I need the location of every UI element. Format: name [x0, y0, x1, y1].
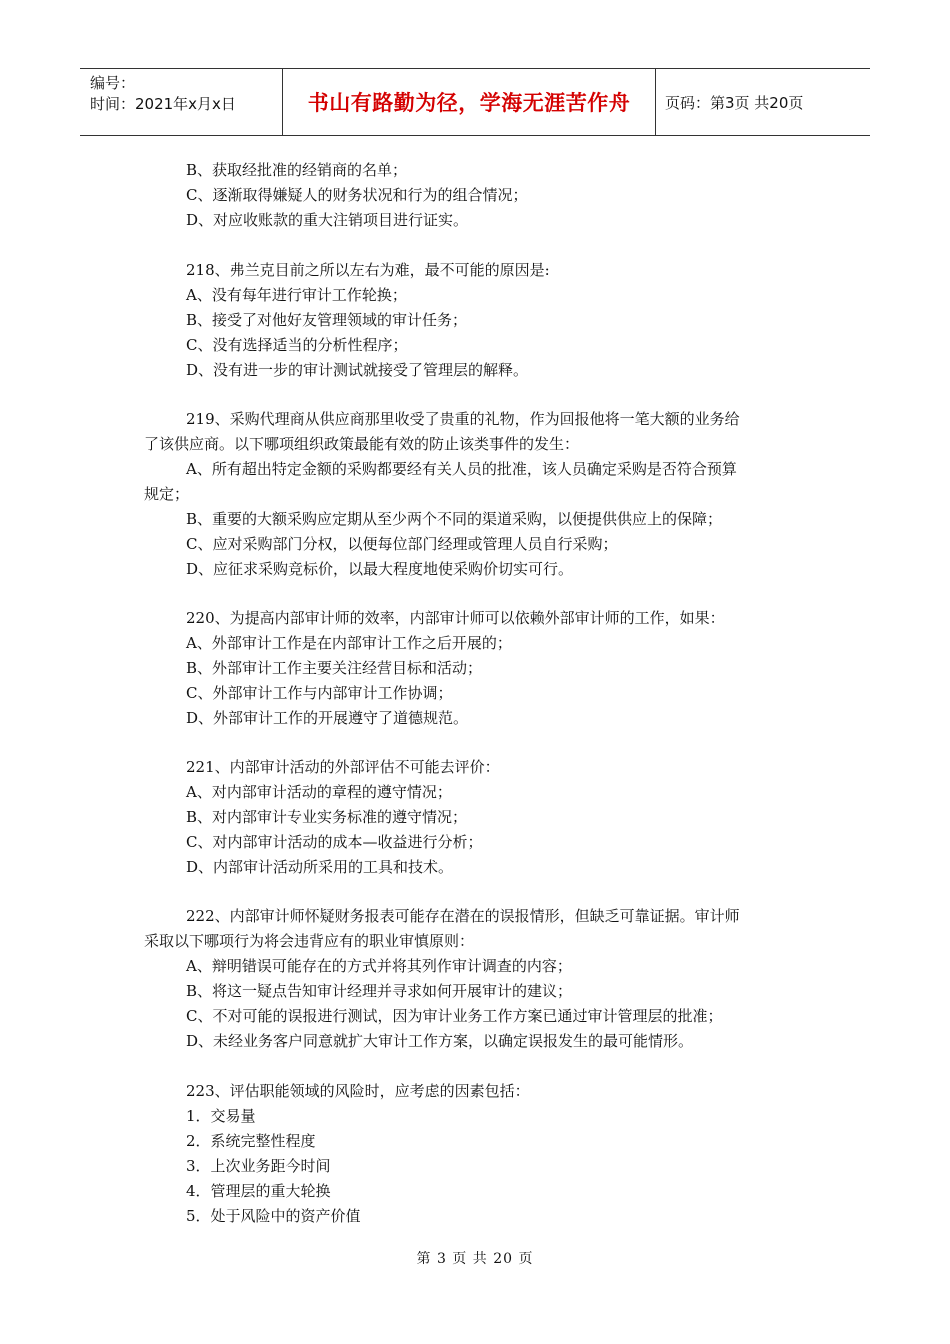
option-line: C、不对可能的误报进行测试，因为审计业务工作方案已通过审计管理层的批准； — [186, 1007, 723, 1025]
list-item: 5．处于风险中的资产价值 — [186, 1207, 361, 1225]
question-line: 了该供应商。以下哪项组织政策最能有效的防止该类事件的发生： — [144, 435, 580, 453]
list-item: 4．管理层的重大轮换 — [186, 1182, 331, 1200]
list-item: 2．系统完整性程度 — [186, 1132, 316, 1150]
option-line: B、对内部审计专业实务标准的遵守情况； — [186, 808, 468, 826]
header-motto: 书山有路勤为径，学海无涯苦作舟 — [307, 91, 631, 115]
option-line: C、没有选择适当的分析性程序； — [186, 336, 408, 354]
list-item: 1．交易量 — [186, 1107, 256, 1125]
list-item: 3．上次业务距今时间 — [186, 1157, 331, 1175]
option-line: A、没有每年进行审计工作轮换； — [186, 286, 407, 304]
question-line: 222、内部审计师怀疑财务报表可能存在潜在的误报情形，但缺乏可靠证据。审计师 — [186, 907, 740, 925]
option-line: D、外部审计工作的开展遵守了道德规范。 — [186, 709, 469, 727]
option-line: C、对内部审计活动的成本—收益进行分析； — [186, 833, 483, 851]
option-line: D、没有进一步的审计测试就接受了管理层的解释。 — [186, 361, 529, 379]
question-line: 223、评估职能领域的风险时，应考虑的因素包括： — [186, 1082, 530, 1100]
option-line: D、应征求采购竞标价，以最大程度地使采购价切实可行。 — [186, 560, 574, 578]
question-line: 219、采购代理商从供应商那里收受了贵重的礼物，作为回报他将一笔大额的业务给 — [186, 410, 740, 428]
option-line: C、外部审计工作与内部审计工作协调； — [186, 684, 453, 702]
page-footer: 第 3 页 共 20 页 — [416, 1251, 534, 1267]
header-meta-cell — [80, 69, 283, 135]
option-line: B、获取经批准的经销商的名单； — [186, 161, 408, 179]
option-line: 规定； — [144, 485, 190, 503]
option-line: C、应对采购部门分权，以便每位部门经理或管理人员自行采购； — [186, 535, 618, 553]
question-line: 采取以下哪项行为将会违背应有的职业审慎原则： — [144, 932, 475, 950]
document-number-label: 编号： — [90, 74, 136, 92]
option-line: B、重要的大额采购应定期从至少两个不同的渠道采购，以便提供供应上的保障； — [186, 510, 723, 528]
question-line: 221、内部审计活动的外部评估不可能去评价： — [186, 758, 500, 776]
option-line: B、将这一疑点告知审计经理并寻求如何开展审计的建议； — [186, 982, 573, 1000]
question-line: 220、为提高内部审计师的效率，内部审计师可以依赖外部审计师的工作，如果： — [186, 609, 725, 627]
option-line: B、接受了对他好友管理领域的审计任务； — [186, 311, 468, 329]
header-page-info: 页码：第3页 共20页 — [665, 93, 804, 112]
page-header — [80, 68, 870, 136]
header-motto-cell — [283, 69, 656, 135]
option-line: A、所有超出特定金额的采购都要经有关人员的批准，该人员确定采购是否符合预算 — [186, 460, 737, 478]
option-line: D、内部审计活动所采用的工具和技术。 — [186, 858, 454, 876]
option-line: A、外部审计工作是在内部审计工作之后开展的； — [186, 634, 512, 652]
option-line: D、对应收账款的重大注销项目进行证实。 — [186, 211, 469, 229]
header-page-cell — [656, 69, 870, 135]
option-line: B、外部审计工作主要关注经营目标和活动； — [186, 659, 483, 677]
document-date-label: 时间：2021年x月x日 — [90, 95, 236, 113]
option-line: C、逐渐取得嫌疑人的财务状况和行为的组合情况； — [186, 186, 528, 204]
option-line: A、对内部审计活动的章程的遵守情况； — [186, 783, 452, 801]
option-line: D、未经业务客户同意就扩大审计工作方案，以确定误报发生的最可能情形。 — [186, 1032, 694, 1050]
question-line: 218、弗兰克目前之所以左右为难，最不可能的原因是: — [186, 261, 550, 279]
option-line: A、辩明错误可能存在的方式并将其列作审计调查的内容； — [186, 957, 572, 975]
